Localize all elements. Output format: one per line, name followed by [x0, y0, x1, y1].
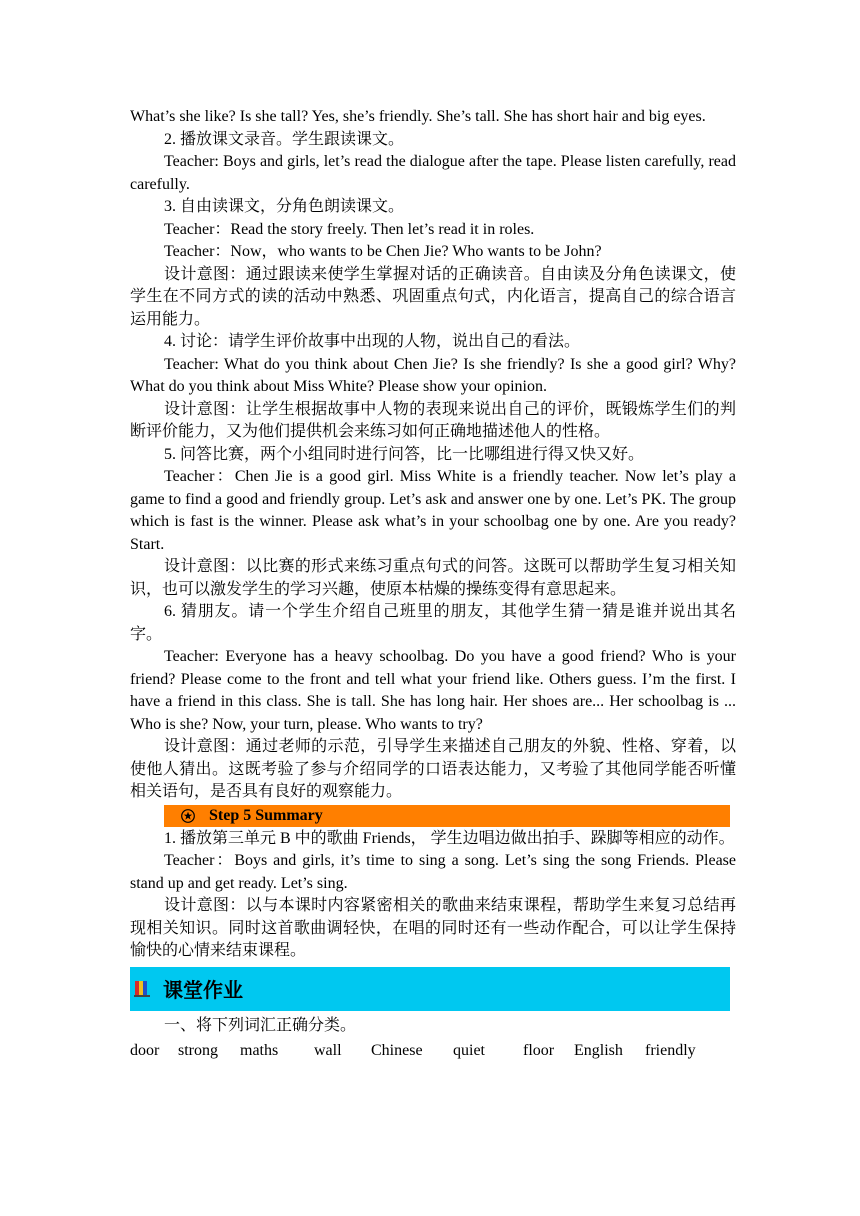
document-body [130, 106, 736, 1063]
step-5-title: Step 5 Summary [209, 806, 323, 824]
paragraph: What’s she like? Is she tall? Yes, she’s friendly. She’s tall. She has short hair and big eyes. [130, 108, 706, 125]
paragraph: 6. 猜朋友。请一个学生介绍自己班里的朋友，其他学生猜一猜是谁并说出其名字。 [130, 603, 736, 643]
book-icon [133, 980, 151, 998]
design-intent-paragraph: 设计意图：以比赛的形式来练习重点句式的问答。这既可以帮助学生复习相关知识，也可以激发学生的学习兴趣，使原本枯燥的操练变得有意思起来。 [130, 558, 736, 598]
design-intent-paragraph: 设计意图：以与本课时内容紧密相关的歌曲来结束课程，帮助学生来复习总结再现相关知识。同时这首歌曲调轻快，在唱的同时还有一些动作配合，可以让学生保持愉快的心情来结束课程。 [130, 897, 736, 959]
word-item: English [574, 1042, 623, 1059]
word-item: floor [523, 1042, 555, 1059]
word-item: friendly [645, 1042, 696, 1059]
paragraph: Teacher：Boys and girls, it’s time to sing a song. Let’s sing the song Friends. Please stand up and get ready. Let’s sing. [130, 852, 736, 892]
word-item: Chinese [371, 1042, 423, 1059]
design-intent-paragraph: 设计意图：通过老师的示范，引导学生来描述自己朋友的外貌、性格、穿着，以使他人猜出。这既考验了参与介绍同学的口语表达能力，又考验了其他同学能否听懂相关语句，是否具有良好的观察能力。 [130, 738, 736, 800]
paragraph: 1. 播放第三单元 B 中的歌曲 Friends， 学生边唱边做出拍手、跺脚等相应的动作。 [164, 829, 735, 847]
step-5-header [164, 805, 730, 827]
paragraph: 4. 讨论：请学生评价故事中出现的人物，说出自己的看法。 [164, 333, 581, 350]
word-item: strong [178, 1042, 218, 1059]
design-intent-paragraph: 设计意图：通过跟读来使学生掌握对话的正确读音。自由读及分角色读课文，使学生在不同方式的读的活动中熟悉、巩固重点句式，内化语言，提高自己的综合语言运用能力。 [130, 265, 736, 328]
word-list [130, 1039, 736, 1063]
design-intent-paragraph: 设计意图：让学生根据故事中人物的表现来说出自己的评价，既锻炼学生们的判断评价能力，又为他们提供机会来练习如何正确地描述他人的性格。 [130, 400, 736, 440]
paragraph: Teacher: Boys and girls, let’s read the dialogue after the tape. Please listen carefully, read carefully. [130, 153, 736, 193]
paragraph: Teacher: Everyone has a heavy schoolbag. Do you have a good friend? Who is your friend? Please come to the front and tell what your friend like. Others guess. I’m the first. I have a friend in this class. She is tall. She has long hair. Her shoes are... Her schoolbag is ... Who is she? Now, your turn, please. Who wants to try? [130, 648, 736, 733]
paragraph: 3. 自由读课文，分角色朗读课文。 [164, 198, 405, 215]
word-item: quiet [453, 1042, 485, 1059]
paragraph: Teacher：Now，who wants to be Chen Jie? Who wants to be John? [164, 243, 602, 260]
word-item: wall [314, 1042, 342, 1059]
word-item: door [130, 1042, 160, 1059]
homework-instruction: 一、将下列词汇正确分类。 [164, 1016, 357, 1034]
paragraph: 2. 播放课文录音。学生跟读课文。 [164, 130, 405, 148]
word-item: maths [240, 1042, 279, 1059]
star-circle-icon [181, 809, 195, 823]
paragraph: Teacher：Read the story freely. Then let’s read it in roles. [164, 220, 535, 238]
homework-header [130, 967, 730, 1011]
homework-title: 课堂作业 [163, 978, 243, 1002]
paragraph: Teacher：Chen Jie is a good girl. Miss White is a friendly teacher. Now let’s play a game to find a good and friendly group. Let’s ask and answer one by one. Let’s PK. The group which is fast is the winner. Please ask what’s in your schoolbag one by one. Are you ready? Start. [130, 468, 736, 553]
paragraph: 5. 问答比赛，两个小组同时进行问答，比一比哪组进行得又快又好。 [164, 445, 645, 463]
paragraph: Teacher: What do you think about Chen Jie? Is she friendly? Is she a good girl? Why? What do you think about Miss White? Please show your opinion. [130, 355, 736, 395]
